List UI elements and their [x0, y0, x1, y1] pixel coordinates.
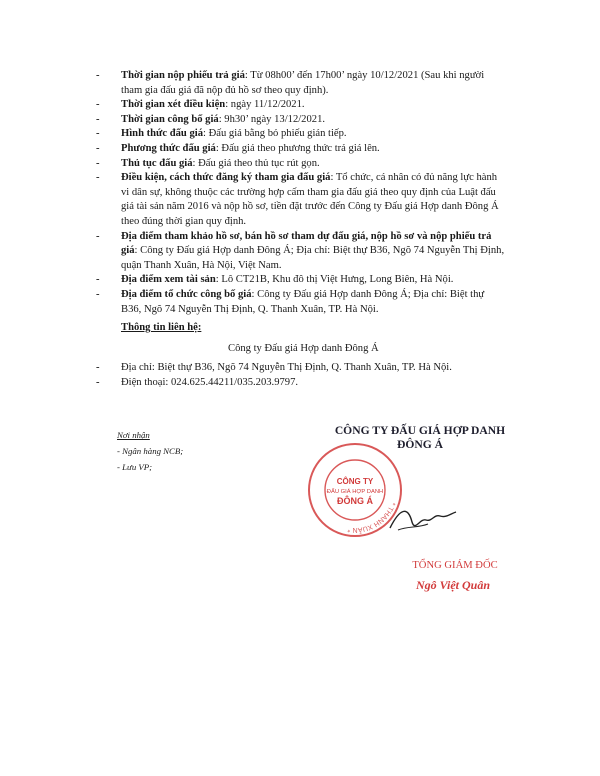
list-item: - Địa điểm tổ chức công bố giá: Công ty Đấu giá Hợp danh Đông Á; Địa chỉ: Biệt thự B36, Ngõ 74 Nguyễn Thị Định, Q. Thanh Xuân, TP. Hà Nội.	[96, 288, 485, 315]
contact-details	[96, 360, 516, 390]
signer-position: TỔNG GIÁM ĐỐC	[412, 560, 498, 571]
list-item: - Thời gian công bố giá: 9h30’ ngày 13/12/2021.	[96, 113, 326, 125]
list-item: - Phương thức đấu giá: Đấu giá theo phương thức trả giá lên.	[96, 142, 380, 154]
contact-address: - Địa chỉ: Biệt thự B36, Ngõ 74 Nguyễn Thị Định, Q. Thanh Xuân, TP. Hà Nội.	[96, 362, 452, 373]
list-item: - Thời gian xét điều kiện: ngày 11/12/2021.	[96, 99, 305, 111]
stamp-inner-line3: ĐÔNG Á	[337, 496, 373, 506]
contact-company: Công ty Đấu giá Hợp danh Đông Á	[228, 343, 379, 354]
signature-mark	[388, 500, 458, 540]
recipients-title: Nơi nhận	[117, 430, 150, 440]
list-item: - Hình thức đấu giá: Đấu giá bằng bỏ phiếu gián tiếp.	[96, 128, 347, 140]
stamp-inner-line2: ĐẤU GIÁ HỢP DANH	[326, 489, 384, 495]
contact-heading: Thông tin liên hệ:	[121, 322, 202, 333]
signer-company-line1: CÔNG TY ĐẤU GIÁ HỢP DANH	[334, 424, 506, 437]
list-item: - Thời gian nộp phiếu trả giá: Từ 08h00’ đến 17h00’ ngày 10/12/2021 (Sau khi người tham gia đấu giá đã nộp đủ hồ sơ theo quy định).	[96, 70, 485, 96]
signer-company-line2: ĐÔNG Á	[396, 438, 444, 451]
recipient-item: - Lưu VP;	[117, 462, 153, 472]
signer-name: Ngô Việt Quân	[415, 578, 490, 592]
notice-items	[96, 69, 506, 317]
recipients-block	[117, 427, 183, 475]
list-item: - Thủ tục đấu giá: Đấu giá theo thủ tục rút gọn.	[96, 157, 320, 169]
list-item: - Điều kiện, cách thức đăng ký tham gia đấu giá: Tổ chức, cá nhân có đủ năng lực hành vi dân sự, không thuộc các trường hợp cấm tham gia đấu giá theo quy định của Luật đấu giá tài sản năm 2016 và nộp hồ sơ, tiền đặt trước đến Công ty Đấu giá Hợp danh Đông Á theo đúng thời gian quy định.	[96, 172, 499, 227]
list-item: - Địa điểm tham khảo hồ sơ, bán hồ sơ tham dự đấu giá, nộp hồ sơ và nộp phiếu trả giá: Công ty Đấu giá Hợp danh Đông Á; Địa chỉ: Biệt thự B36, Ngõ 74 Nguyễn Thị Định, quận Thanh Xuân, Hà Nội, Việt Nam.	[96, 230, 505, 271]
contact-phone: - Điện thoại: 024.625.44211/035.203.9797.	[96, 377, 299, 388]
list-item: - Địa điểm xem tài sản: Lô CT21B, Khu đô thị Việt Hưng, Long Biên, Hà Nội.	[96, 274, 454, 286]
recipient-item: - Ngân hàng NCB;	[117, 446, 184, 456]
stamp-inner-line1: CÔNG TY	[336, 477, 374, 486]
stamp-ring-text: * THANH XUÂN *	[347, 501, 396, 534]
